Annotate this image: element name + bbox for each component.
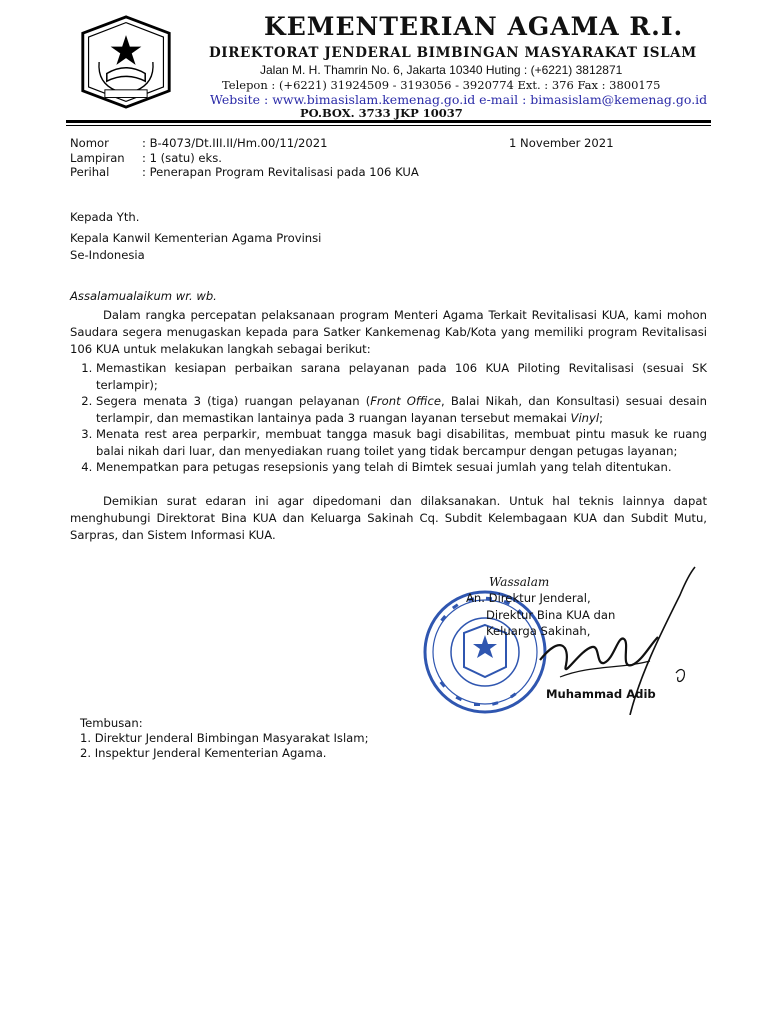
ministry-logo-icon bbox=[78, 14, 174, 110]
intro-paragraph: Dalam rangka percepatan pelaksanaan program Menteri Agama Terkait Revitalisasi KUA, kami mohon Saudara segera menugaskan kepada para Satker Kankemenag Kab/Kota yang memiliki program Revitalisasi 106 KUA untuk melakukan langkah sebagai berikut: bbox=[70, 308, 707, 356]
phone-line: Telepon : (+6221) 31924509 - 3193056 - 3920774 Ext. : 376 Fax : 3800175 bbox=[222, 78, 661, 92]
pobox-line: PO.BOX. 3733 JKP 10037 bbox=[300, 106, 463, 120]
addressee bbox=[70, 209, 321, 264]
letter-meta bbox=[70, 136, 419, 180]
cc-item: 1. Direktur Jenderal Bimbingan Masyarakat Islam; bbox=[80, 731, 369, 745]
website-line: Website : www.bimasislam.kemenag.go.id e-mail : bimasislam@kemenag.go.id bbox=[210, 92, 708, 107]
letterhead-rule-thin bbox=[66, 125, 711, 126]
signature-line-2: Direktur Bina KUA dan bbox=[486, 608, 616, 622]
meta-perihal bbox=[70, 165, 419, 180]
closing-paragraph: Demikian surat edaran ini agar dipedomani dan dilaksanakan. Untuk hal teknis lainnya dapat menghubungi Direktorat Bina KUA dan Keluarga Sakinah Cq. Subdit Kelembagaan KUA dan Subdit Mutu, Sarpras, dan Sistem Informasi KUA. bbox=[70, 494, 707, 542]
meta-lampiran-label: Lampiran bbox=[70, 150, 125, 165]
list-item: 4. Menempatkan para petugas resepsionis yang telah di Bimtek sesuai jumlah yang telah ditentukan. bbox=[96, 459, 707, 476]
meta-nomor bbox=[70, 136, 419, 151]
letter-date: 1 November 2021 bbox=[509, 136, 614, 150]
ministry-title: KEMENTERIAN AGAMA R.I. bbox=[264, 12, 684, 41]
signature-line-3: Keluarga Sakinah, bbox=[486, 624, 591, 638]
steps-list bbox=[70, 360, 707, 476]
cc-title: Tembusan: bbox=[80, 716, 143, 730]
list-item: 2. Segera menata 3 (tiga) ruangan pelayanan (Front Office, Balai Nikah, dan Konsultasi) sesuai desain terlampir, dan memastikan lantainya pada 3 ruangan layanan tersebut memakai Vinyl; bbox=[96, 393, 707, 426]
meta-perihal-value: : Penerapan Program Revitalisasi pada 106 KUA bbox=[142, 165, 419, 179]
signature-line-1: An. Direktur Jenderal, bbox=[466, 591, 591, 605]
addressee-line-1: Kepada Yth. bbox=[70, 210, 140, 224]
carbon-copy bbox=[80, 716, 368, 761]
addressee-line-3: Se-Indonesia bbox=[70, 248, 145, 262]
signatory-name: Muhammad Adib bbox=[546, 687, 656, 701]
meta-nomor-label: Nomor bbox=[70, 136, 109, 150]
meta-lampiran-value: : 1 (satu) eks. bbox=[142, 150, 222, 165]
signature-block bbox=[420, 565, 720, 720]
letterhead bbox=[72, 8, 712, 118]
directorate-title: DIREKTORAT JENDERAL BIMBINGAN MASYARAKAT ISLAM bbox=[209, 45, 697, 61]
wassalam-text: Wassalam bbox=[489, 575, 550, 589]
meta-nomor-value: : B-4073/Dt.III.II/Hm.00/11/2021 bbox=[142, 136, 328, 150]
addressee-line-2: Kepala Kanwil Kementerian Agama Provinsi bbox=[70, 231, 322, 245]
list-item: 3. Menata rest area perparkir, membuat tangga masuk bagi disabilitas, membuat pintu masuk ke ruang balai nikah dari luar, dan menyediakan ruang toilet yang tidak bercampur dengan petugas layanan; bbox=[96, 426, 707, 459]
cc-item: 2. Inspektur Jenderal Kementerian Agama. bbox=[80, 746, 327, 760]
letterhead-rule-thick bbox=[66, 120, 711, 123]
list-item: 1. Memastikan kesiapan perbaikan sarana pelayanan pada 106 KUA Piloting Revitalisasi (sesuai SK terlampir); bbox=[96, 360, 707, 393]
meta-perihal-label: Perihal bbox=[70, 165, 110, 179]
address-line: Jalan M. H. Thamrin No. 6, Jakarta 10340 Huting : (+6221) 3812871 bbox=[260, 63, 623, 77]
meta-lampiran bbox=[70, 151, 419, 166]
greeting: Assalamualaikum wr. wb. bbox=[70, 289, 217, 303]
handwritten-signature-icon bbox=[500, 565, 720, 715]
